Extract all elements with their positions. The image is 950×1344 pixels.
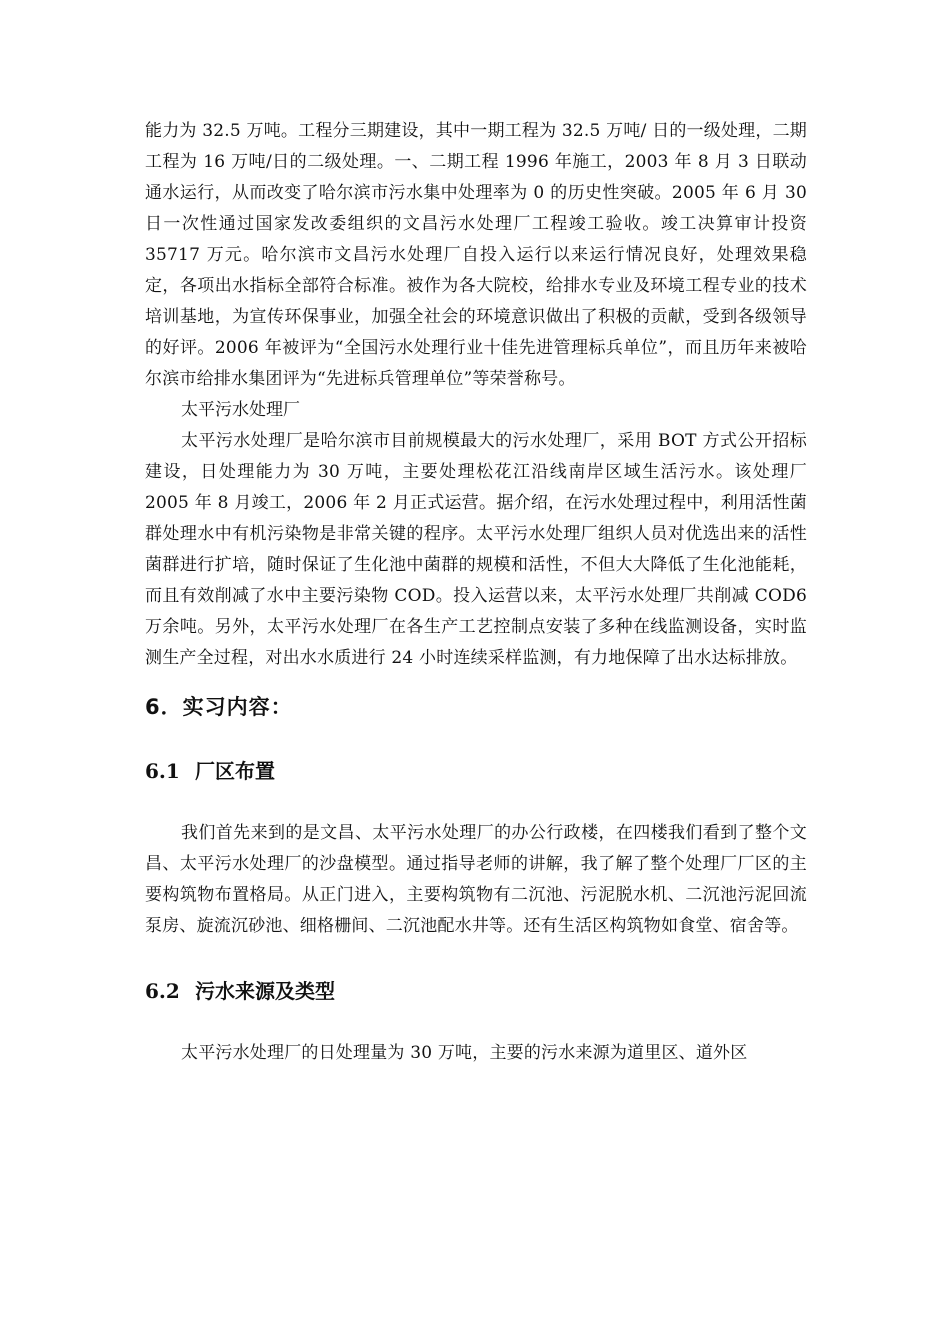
subsection-6-1-heading: [145, 756, 807, 786]
subsection-6-2-paragraph: 太平污水处理厂的日处理量为 30 万吨，主要的污水来源为道里区、道外区: [181, 1043, 748, 1063]
spacer: [145, 1006, 807, 1038]
subsection-6-1-number: 6.1: [145, 759, 180, 783]
subsection-6-2-heading: [145, 976, 807, 1006]
subsection-6-2-number: 6.2: [145, 979, 180, 1003]
subsection-6-1-title: 厂区布置: [195, 759, 275, 783]
document-body: [145, 116, 807, 1069]
section-6-heading: 6．实习内容：: [145, 695, 293, 719]
taiping-paragraph: 太平污水处理厂是哈尔滨市目前规模最大的污水处理厂，采用 BOT 方式公开招标建设，日处理能力为 30 万吨，主要处理松花江沿线南岸区域生活污水。该处理厂 2005 年 8 月竣工，2006 年 2 月正式运营。据介绍，在污水处理过程中，利用活性菌群处理水中有机污染物是非常关键的程序。太平污水处理厂组织人员对优选出来的活性菌群进行扩培，随时保证了生化池中菌群的规模和活性，不但大大降低了生化池能耗，而且有效削减了水中主要污染物 COD。投入运营以来，太平污水处理厂共削减 COD6 万余吨。另外，太平污水处理厂在各生产工艺控制点安装了多种在线监测设备，实时监测生产全过程，对出水水质进行 24 小时连续采样监测，有力地保障了出水达标排放。: [145, 431, 807, 668]
spacer: [145, 786, 807, 818]
subsection-6-1-paragraph: 我们首先来到的是文昌、太平污水处理厂的办公行政楼，在四楼我们看到了整个文昌、太平污水处理厂的沙盘模型。通过指导老师的讲解，我了解了整个处理厂厂区的主要构筑物布置格局。从正门进入，主要构筑物有二沉池、污泥脱水机、二沉池污泥回流泵房、旋流沉砂池、细格栅间、二沉池配水井等。还有生活区构筑物如食堂、宿舍等。: [145, 823, 807, 936]
intro-paragraph: 能力为 32.5 万吨。工程分三期建设，其中一期工程为 32.5 万吨/ 日的一级处理，二期工程为 16 万吨/日的二级处理。一、二期工程 1996 年施工，2003 年 8 月 3 日联动通水运行，从而改变了哈尔滨市污水集中处理率为 0 的历史性突破。2005 年 6 月 30 日一次性通过国家发改委组织的文昌污水处理厂工程竣工验收。竣工决算审计投资 35717 万元。哈尔滨市文昌污水处理厂自投入运行以来运行情况良好，处理效果稳定，各项出水指标全部符合标准。被作为各大院校，给排水专业及环境工程专业的技术培训基地，为宣传环保事业，加强全社会的环境意识做出了积极的贡献，受到各级领导的好评。2006 年被评为“全国污水处理行业十佳先进管理标兵单位”，而且历年来被哈尔滨市给排水集团评为“先进标兵管理单位”等荣誉称号。: [145, 121, 807, 389]
subsection-6-2-title: 污水来源及类型: [195, 979, 335, 1003]
taiping-title: 太平污水处理厂: [181, 400, 300, 420]
